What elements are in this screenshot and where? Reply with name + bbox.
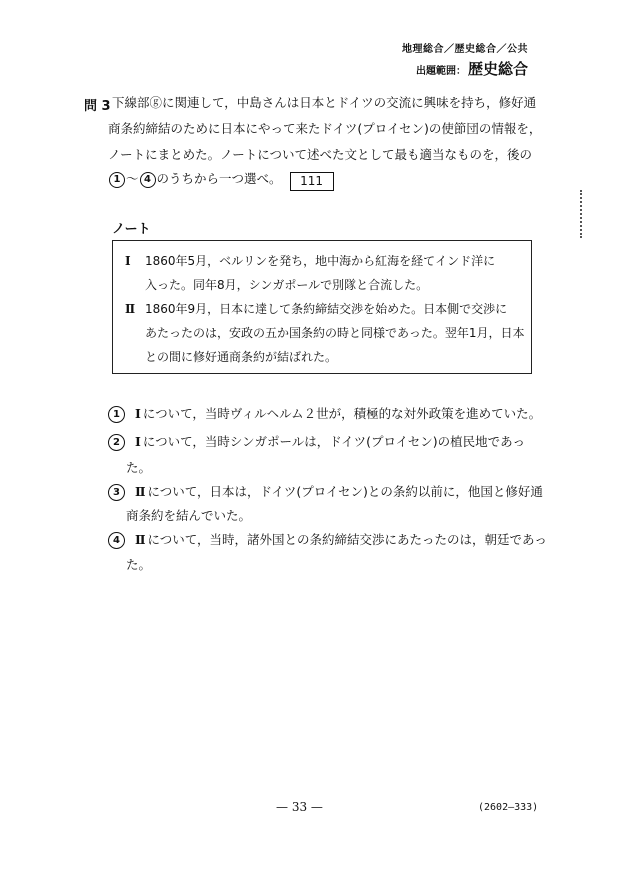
option-2-text: について，当時シンガポールは，ドイツ(プロイセン)の植民地であっ <box>142 434 526 449</box>
question-line-4 <box>108 170 334 191</box>
option-3-marker: 3 <box>108 484 125 501</box>
margin-marks <box>580 190 586 238</box>
question-line-1-rest: に関連して，中島さんは日本とドイツの交流に興味を持ち，修好通 <box>162 95 537 110</box>
option-2-ref: Ⅰ <box>135 434 141 449</box>
subject-header: 地理総合／歴史総合／公共 <box>402 44 528 55</box>
option-4-ref: Ⅱ <box>135 532 146 547</box>
note-item-2-text-1: 1860年9月，日本に達して条約締結交渉を始めた。日本側で交渉に <box>145 302 508 316</box>
exam-field <box>416 58 528 79</box>
range-separator: ～ <box>126 171 139 186</box>
question-line-3: ノートにまとめた。ノートについて述べた文として最も適当なものを，後の <box>108 147 533 162</box>
range-start-marker: 1 <box>109 172 125 188</box>
underline-ref: ⓖ <box>149 95 163 110</box>
exam-field-label: 出題範囲： <box>415 66 466 77</box>
option-4-text: について，当時，諸外国との条約締結交渉にあたったのは，朝廷であっ <box>147 532 547 547</box>
note-item-2-label: Ⅱ <box>125 302 136 316</box>
exam-field-value: 歴史総合 <box>467 60 528 78</box>
option-2-marker: 2 <box>108 434 125 451</box>
note-title: ノート <box>112 222 151 237</box>
question-line-4-text: のうちから一つ選べ。 <box>156 171 282 186</box>
option-2-cont: た。 <box>126 460 152 475</box>
question-line-2: 商条約締結のために日本にやって来たドイツ(プロイセン)の使節団の情報を， <box>108 121 542 136</box>
note-item-2-line-2: あたったのは，安政の五か国条約の時と同様であった。翌年1月，日本 <box>145 326 525 340</box>
question-line-1 <box>112 94 536 112</box>
option-1-marker: 1 <box>108 406 125 423</box>
option-2[interactable] <box>108 433 525 451</box>
page-code: (2602—333) <box>478 802 539 813</box>
note-item-1-line-1 <box>125 253 495 269</box>
option-1[interactable] <box>108 405 541 423</box>
answer-number-box[interactable]: 111 <box>290 172 334 191</box>
question-number: 問 3 <box>84 99 111 114</box>
question-line-1-start: 下線部 <box>112 95 150 110</box>
note-item-1-line-2: 入った。同年8月，シンガポールで別隊と合流した。 <box>145 278 429 292</box>
note-item-2-line-3: との間に修好通商条約が結ばれた。 <box>145 350 338 364</box>
note-item-2-line-1 <box>125 301 507 317</box>
note-item-1-label: Ⅰ <box>125 254 131 268</box>
option-1-text: について，当時ヴィルヘルム２世が，積極的な対外政策を進めていた。 <box>142 406 542 421</box>
note-box <box>112 240 532 374</box>
option-3[interactable] <box>108 483 543 501</box>
option-1-ref: Ⅰ <box>135 406 141 421</box>
option-4-marker: 4 <box>108 532 125 549</box>
option-3-text: について，日本は，ドイツ(プロイセン)との条約以前に，他国と修好通 <box>147 484 543 499</box>
option-3-ref: Ⅱ <box>135 484 146 499</box>
option-3-cont: 商条約を結んでいた。 <box>126 508 252 523</box>
page-number: — 33 — <box>276 800 323 814</box>
range-end-marker: 4 <box>140 172 156 188</box>
option-4[interactable] <box>108 531 547 549</box>
option-4-cont: た。 <box>126 557 152 572</box>
note-item-1-text-1: 1860年5月，ベルリンを発ち，地中海から紅海を経てインド洋に <box>145 254 496 268</box>
